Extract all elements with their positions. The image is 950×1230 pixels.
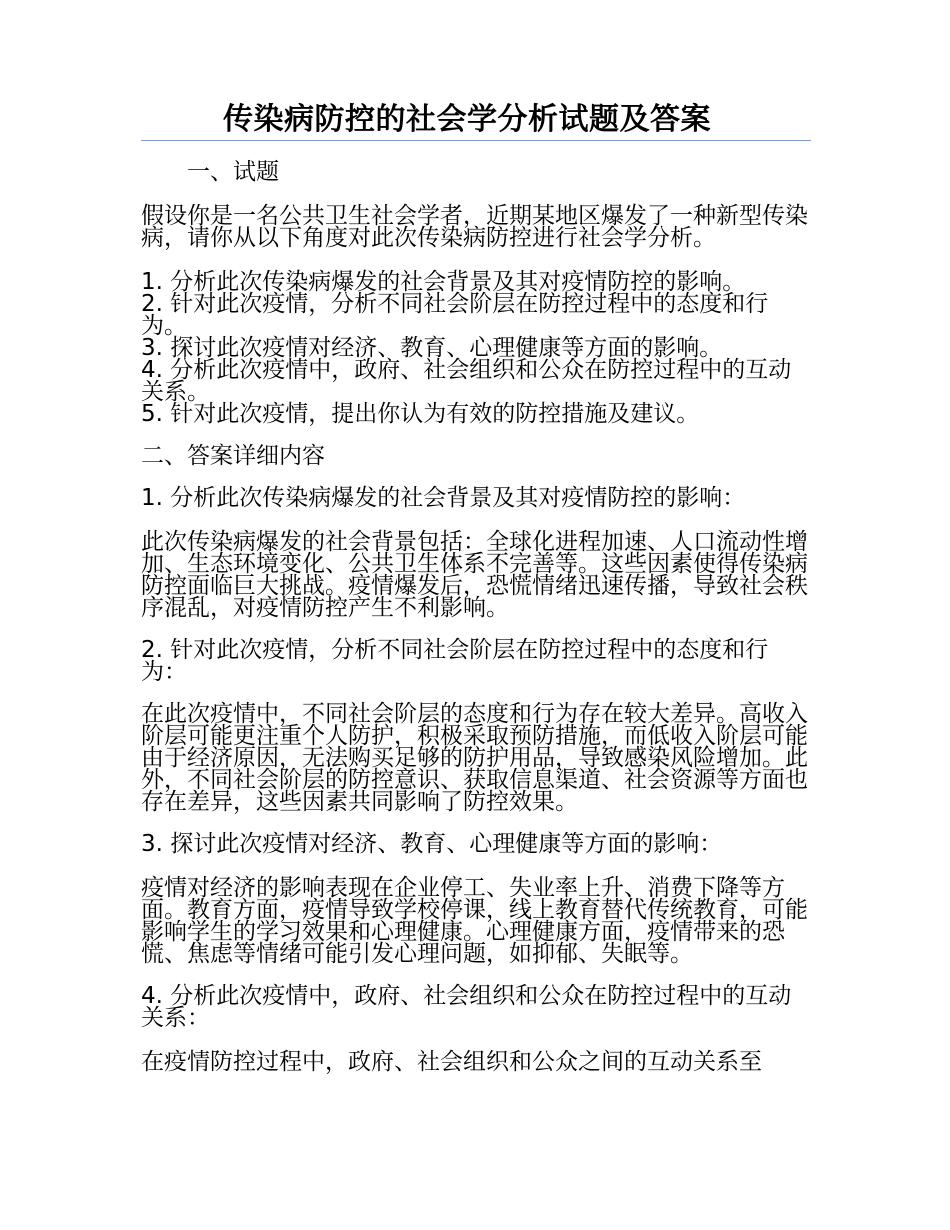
intro-paragraph: 假设你是一名公共卫生社会学者，近期某地区爆发了一种新型传染病，请你从以下角度对此次传染病防控进行社会学分析。 [141, 203, 808, 251]
question-item-5: 5. 针对此次疫情，提出你认为有效的防控措施及建议。 [141, 401, 700, 427]
document-title: 传染病防控的社会学分析试题及答案 [223, 102, 711, 137]
answer-body-3: 疫情对经济的影响表现在企业停工、失业率上升、消费下降等方面。教育方面，疫情导致学校停课，线上教育替代传统教育，可能影响学生的学习效果和心理健康。心理健康方面，疫情带来的恐慌、焦虑等情绪可能引发心理问题，如抑郁、失眠等。 [141, 875, 808, 967]
answer-heading-3: 3. 探讨此次疫情对经济、教育、心理健康等方面的影响： [141, 831, 723, 857]
question-list [141, 271, 811, 425]
question-item-2: 2. 针对此次疫情，分析不同社会阶层在防控过程中的态度和行为。 [141, 291, 769, 339]
question-item-1: 1. 分析此次传染病爆发的社会背景及其对疫情防控的影响。 [141, 269, 746, 295]
question-item-4: 4. 分析此次疫情中，政府、社会组织和公众在防控过程中的互动关系。 [141, 357, 792, 405]
section-heading-questions: 一、试题 [187, 159, 279, 185]
answer-heading-1: 1. 分析此次传染病爆发的社会背景及其对疫情防控的影响： [141, 485, 746, 511]
question-item-3: 3. 探讨此次疫情对经济、教育、心理健康等方面的影响。 [141, 335, 723, 361]
section-heading-answers: 二、答案详细内容 [141, 443, 325, 469]
answer-body-2: 在此次疫情中，不同社会阶层的态度和行为存在较大差异。高收入阶层可能更注重个人防护，积极采取预防措施，而低收入阶层可能由于经济原因，无法购买足够的防护用品，导致感染风险增加。此外，不同社会阶层的防控意识、获取信息渠道、社会资源等方面也存在差异，这些因素共同影响了防控效果。 [141, 701, 808, 815]
document-content [141, 102, 811, 1073]
answer-body-4: 在疫情防控过程中，政府、社会组织和公众之间的互动关系至 [141, 1049, 762, 1075]
answer-body-1: 此次传染病爆发的社会背景包括：全球化进程加速、人口流动性增加、生态环境变化、公共卫生体系不完善等。这些因素使得传染病防控面临巨大挑战。疫情爆发后，恐慌情绪迅速传播，导致社会秩序混乱，对疫情防控产生不利影响。 [141, 529, 808, 621]
title-underline [141, 140, 811, 141]
answer-heading-2: 2. 针对此次疫情，分析不同社会阶层在防控过程中的态度和行为： [141, 637, 769, 685]
answer-heading-4: 4. 分析此次疫情中，政府、社会组织和公众在防控过程中的互动关系： [141, 983, 792, 1031]
